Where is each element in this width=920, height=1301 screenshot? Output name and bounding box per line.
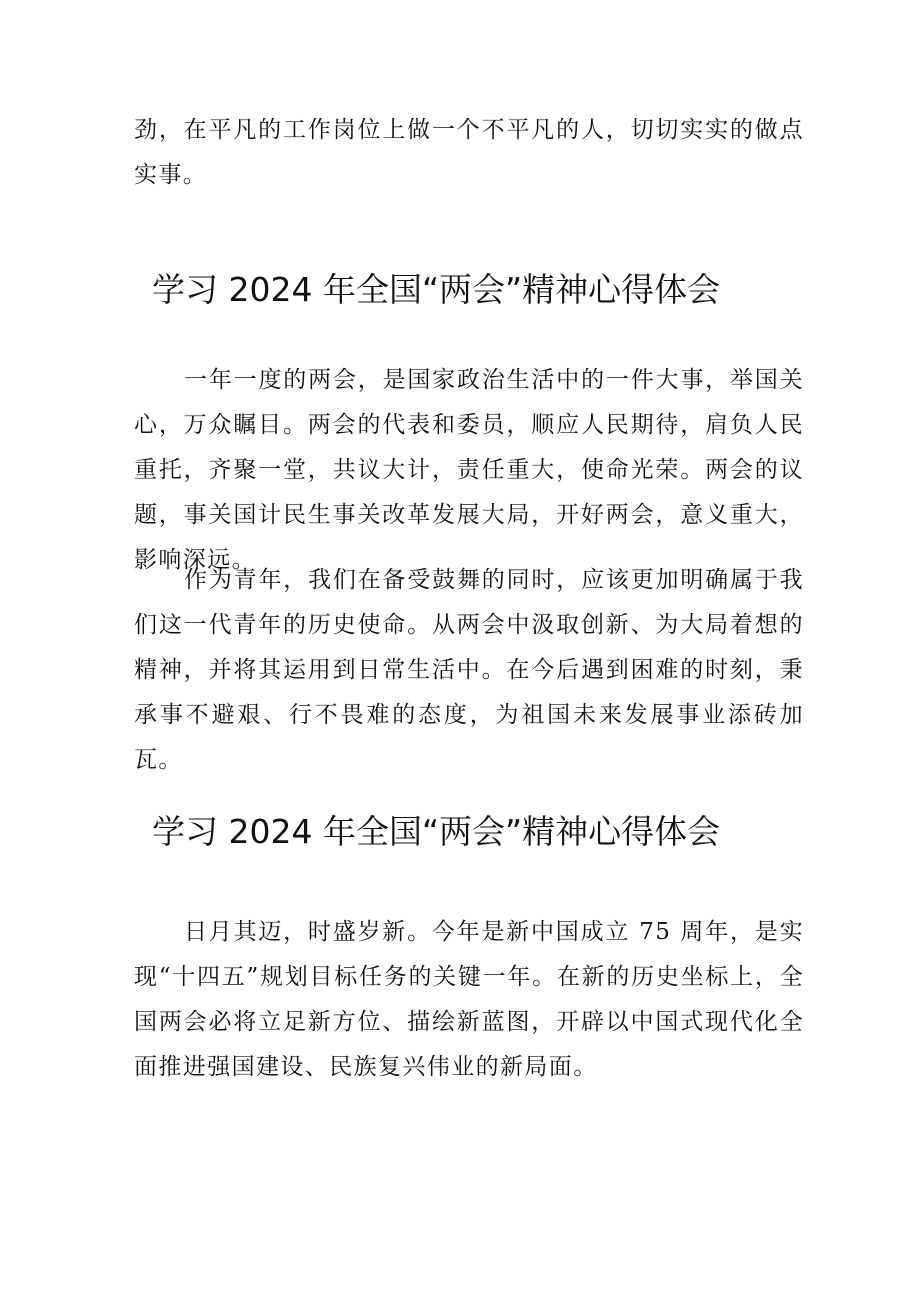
section-1-paragraph-2: 作为青年，我们在备受鼓舞的同时，应该更加明确属于我们这一代青年的历史使命。从两会中汲取创新、为大局着想的精神，并将其运用到日常生活中。在今后遇到困难的时刻，秉承事不避艰、行不畏难的态度，为祖国未来发展事业添砖加瓦。: [134, 567, 804, 773]
section-1-title: 学习 2024 年全国“两会”精神心得体会: [152, 270, 721, 309]
section-2-paragraph-1: 日月其迈，时盛岁新。今年是新中国成立 75 周年，是实现“十四五”规划目标任务的关键一年。在新的历史坐标上，全国两会必将立足新方位、描绘新蓝图，开辟以中国式现代化全面推进强国建设、民族复兴伟业的新局面。: [134, 919, 804, 1080]
section-2-title: 学习 2024 年全国“两会”精神心得体会: [152, 812, 721, 851]
intro-paragraph: 劲，在平凡的工作岗位上做一个不平凡的人，切切实实的做点实事。: [134, 117, 804, 188]
section-1-paragraph-1: 一年一度的两会，是国家政治生活中的一件大事，举国关心，万众瞩目。两会的代表和委员，顺应人民期待，肩负人民重托，齐聚一堂，共议大计，责任重大，使命光荣。两会的议题，事关国计民生事关改革发展大局，开好两会，意义重大，影响深远。: [134, 367, 804, 573]
